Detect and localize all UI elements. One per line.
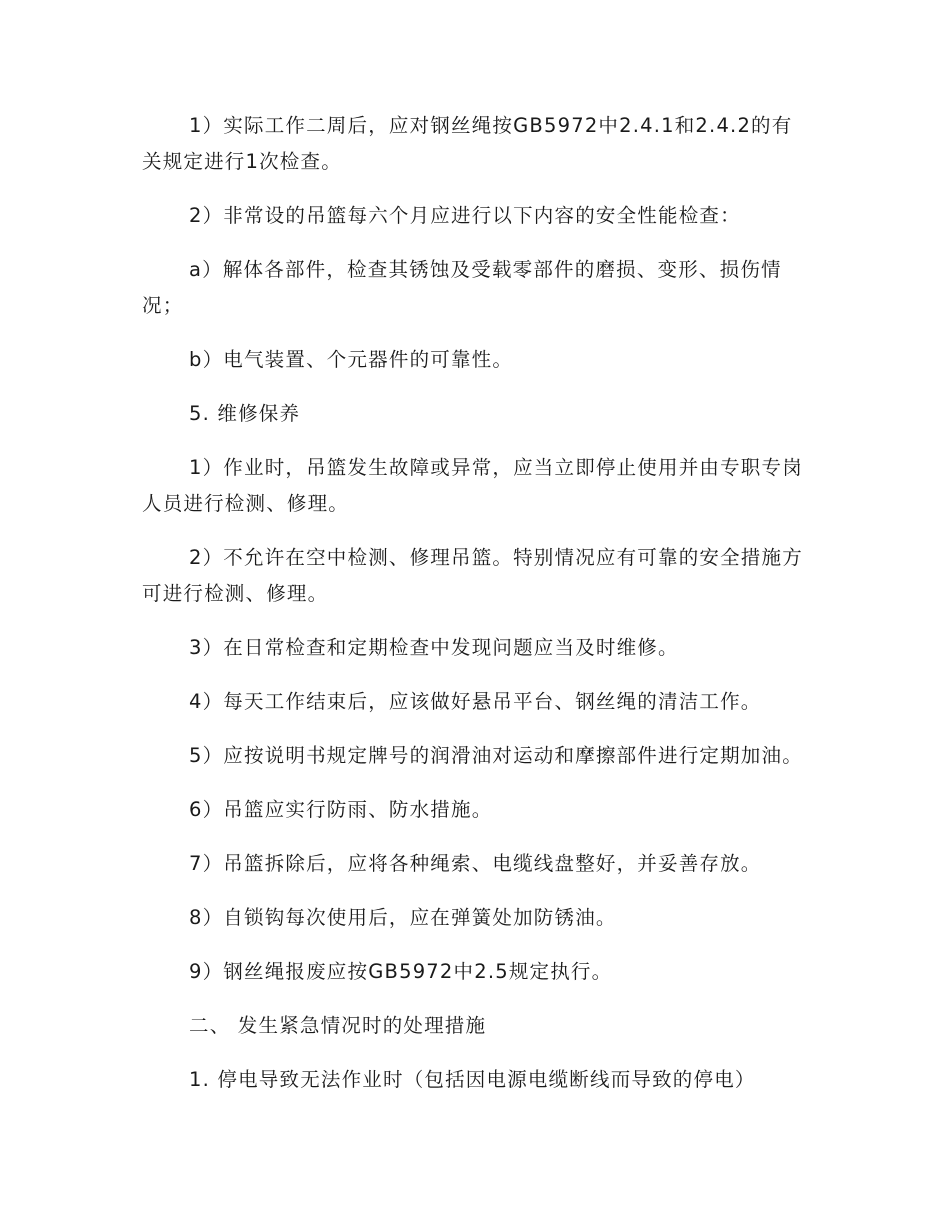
paragraph-self-locking-hook: 8）自锁钩每次使用后，应在弹簧处加防锈油。 — [189, 906, 617, 929]
paragraph-rope-scrapping: 9）钢丝绳报废应按GB5972中2.5规定执行。 — [189, 960, 613, 983]
paragraph-electrical-reliability: b）电气装置、个元器件的可靠性。 — [189, 348, 514, 371]
section-heading-emergency: 二、 发生紧急情况时的处理措施 — [189, 1014, 487, 1037]
paragraph-power-outage: 1. 停电导致无法作业时（包括因电源电缆断线而导致的停电） — [189, 1068, 756, 1091]
paragraph-rain-protection: 6）吊篮应实行防雨、防水措施。 — [189, 798, 493, 821]
paragraph-disassemble-parts: a）解体各部件，检查其锈蚀及受载零部件的磨损、变形、损伤情况； — [142, 258, 782, 317]
paragraph-six-month-inspection: 2）非常设的吊篮每六个月应进行以下内容的安全性能检查： — [189, 204, 741, 227]
paragraph-no-aerial-repair: 2）不允许在空中检测、修理吊篮。特别情况应有可靠的安全措施方可进行检测、修理。 — [142, 546, 803, 605]
document-body — [142, 108, 810, 1116]
paragraph-timely-repair: 3）在日常检查和定期检查中发现问题应当及时维修。 — [189, 636, 679, 659]
paragraph-lubrication: 5）应按说明书规定牌号的润滑油对运动和摩擦部件进行定期加油。 — [189, 744, 803, 767]
paragraph-fault-handling: 1）作业时，吊篮发生故障或异常，应当立即停止使用并由专职专岗人员进行检测、修理。 — [142, 456, 803, 515]
paragraph-storage: 7）吊篮拆除后，应将各种绳索、电缆线盘整好，并妥善存放。 — [189, 852, 762, 875]
paragraph-wire-rope-check: 1）实际工作二周后，应对钢丝绳按GB5972中2.4.1和2.4.2的有关规定进行1次检查。 — [142, 114, 793, 173]
section-heading-maintenance: 5. 维修保养 — [189, 402, 301, 425]
paragraph-daily-cleaning: 4）每天工作结束后，应该做好悬吊平台、钢丝绳的清洁工作。 — [189, 690, 762, 713]
